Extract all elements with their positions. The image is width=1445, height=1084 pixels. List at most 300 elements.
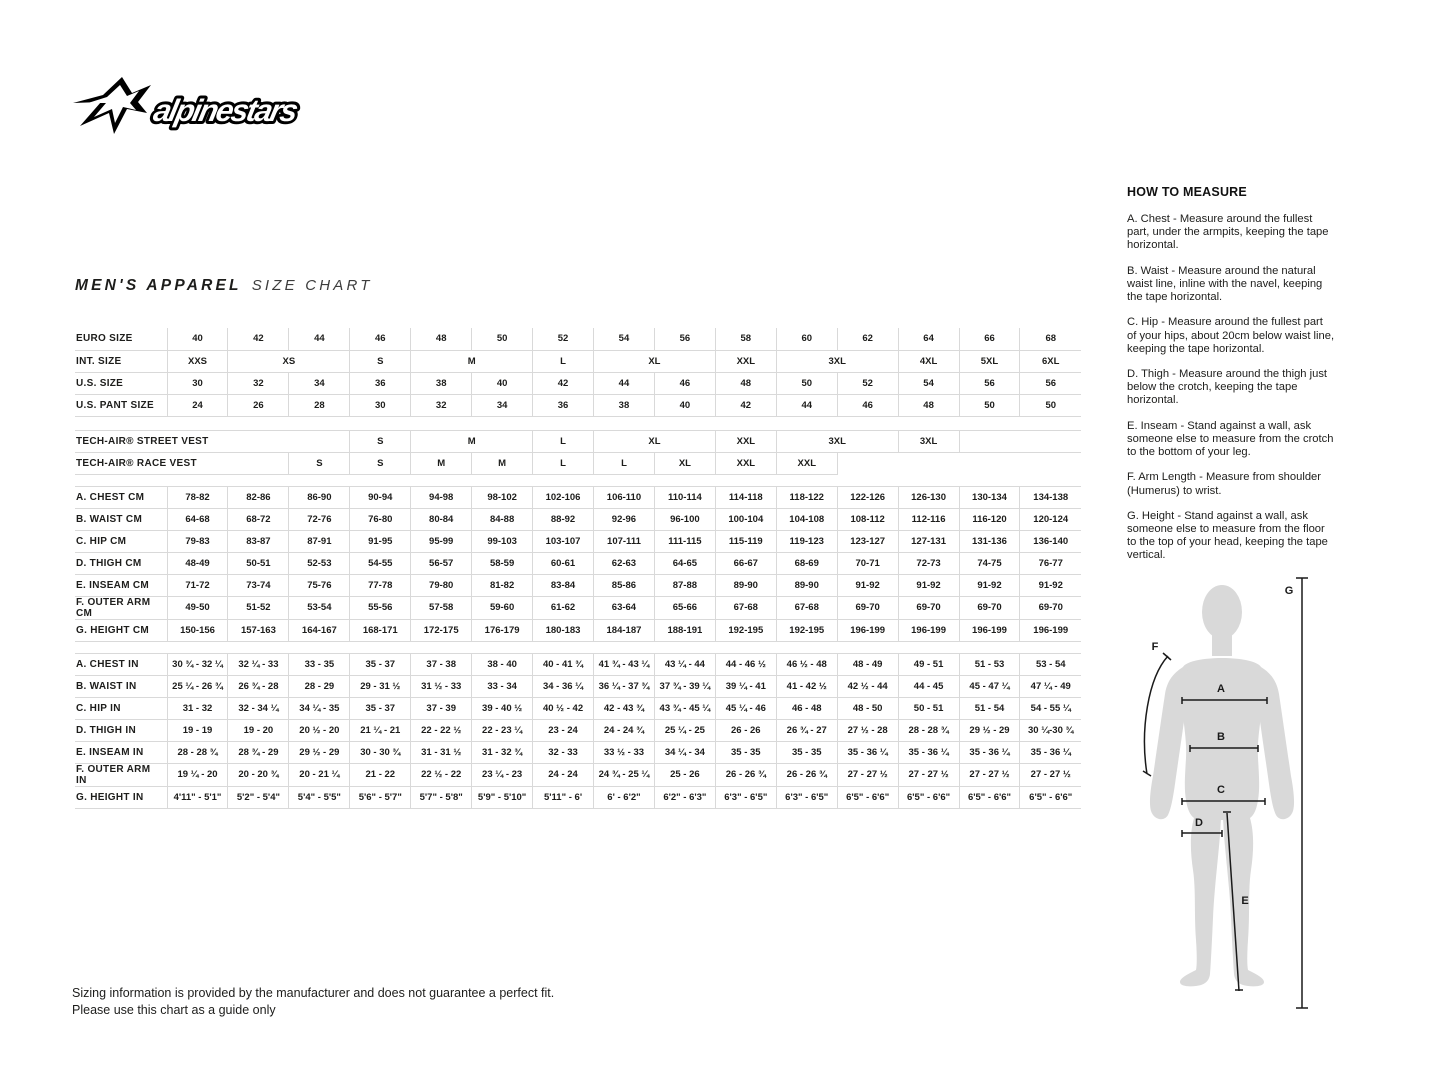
size-cell: 90-94 (350, 486, 411, 508)
size-cell: 91-92 (959, 574, 1020, 596)
size-cell: 37 - 38 (411, 653, 472, 675)
label-thigh: D (1195, 817, 1203, 829)
size-cell: 5'6" - 5'7" (350, 786, 411, 808)
size-cell: 6'5" - 6'6" (959, 786, 1020, 808)
size-cell: 5'2" - 5'4" (228, 786, 289, 808)
size-cell: 5'11" - 6' (533, 786, 594, 808)
size-cell: 51-52 (228, 596, 289, 619)
size-cell: 27 - 27 ½ (837, 763, 898, 786)
table-row (75, 741, 1081, 763)
size-cell: 102-106 (533, 486, 594, 508)
size-cell: 92-96 (594, 508, 655, 530)
alpinestars-logo (72, 76, 328, 138)
measure-instruction: F. Arm Length - Measure from shoulder (Humerus) to wrist. (1127, 471, 1321, 497)
page-title-main: MEN'S APPAREL (75, 277, 242, 294)
size-cell: 34 ¼ - 34 (654, 741, 715, 763)
size-cell: 64 (898, 328, 959, 350)
size-cell: 74-75 (959, 552, 1020, 574)
size-cell: 87-91 (289, 530, 350, 552)
measure-instruction: A. Chest - Measure around the fullest part, under the armpits, keeping the tape horizontal. (1127, 213, 1329, 252)
size-cell: 6XL (1020, 350, 1081, 372)
size-cell: S (350, 430, 411, 452)
size-cell: 31 - 32 ¾ (472, 741, 533, 763)
size-cell: 48 (411, 328, 472, 350)
table-row (75, 697, 1081, 719)
label-hip: C (1217, 784, 1225, 796)
table-row (75, 619, 1081, 641)
row-label: D. THIGH CM (75, 552, 167, 574)
size-cell: 6'5" - 6'6" (837, 786, 898, 808)
row-label: B. WAIST CM (75, 508, 167, 530)
size-cell: 56-57 (411, 552, 472, 574)
size-cell: 41 - 42 ½ (776, 675, 837, 697)
size-cell: 80-84 (411, 508, 472, 530)
size-cell: 157-163 (228, 619, 289, 641)
size-cell: XL (594, 350, 716, 372)
size-cell: 56 (654, 328, 715, 350)
size-cell: 188-191 (654, 619, 715, 641)
size-table-tech-air-vests (75, 430, 1081, 475)
disclaimer-line-2: Please use this chart as a guide only (72, 1002, 276, 1017)
disclaimer (72, 985, 554, 1019)
size-cell: 106-110 (594, 486, 655, 508)
size-cell: 31 - 31 ½ (411, 741, 472, 763)
size-cell: 63-64 (594, 596, 655, 619)
size-cell: 44 (289, 328, 350, 350)
size-cell: 107-111 (594, 530, 655, 552)
table-row (75, 786, 1081, 808)
size-cell: 55-56 (350, 596, 411, 619)
size-cell: 62 (837, 328, 898, 350)
size-cell: 42 - 43 ¾ (594, 697, 655, 719)
size-cell: 49 - 51 (898, 653, 959, 675)
label-waist: B (1217, 731, 1225, 743)
size-cell: 84-88 (472, 508, 533, 530)
size-cell: 180-183 (533, 619, 594, 641)
size-cell: 192-195 (776, 619, 837, 641)
size-cell: 88-92 (533, 508, 594, 530)
measure-instruction: G. Height - Stand against a wall, ask someone else to measure from the floor to the top of your head, keeping the tape vertical. (1127, 509, 1328, 562)
row-label: TECH-AIR® RACE VEST (75, 452, 289, 474)
size-cell: 69-70 (898, 596, 959, 619)
size-cell: 4'11" - 5'1" (167, 786, 228, 808)
size-cell: 3XL (776, 430, 898, 452)
size-cell: 46 ½ - 48 (776, 653, 837, 675)
size-cell: XXL (715, 452, 776, 474)
size-cell: 114-118 (715, 486, 776, 508)
row-label: F. OUTER ARM CM (75, 596, 167, 619)
size-cell: 35 - 36 ¼ (898, 741, 959, 763)
row-label: A. CHEST IN (75, 653, 167, 675)
table-row (75, 486, 1081, 508)
size-cell: 19 - 20 (228, 719, 289, 741)
size-cell: 21 ¼ - 21 (350, 719, 411, 741)
size-cell: 50 (776, 372, 837, 394)
size-cell: 3XL (776, 350, 898, 372)
size-cell: 44 (776, 394, 837, 416)
size-cell: 19 ¼ - 20 (167, 763, 228, 786)
table-row (75, 552, 1081, 574)
measure-instruction: B. Waist - Measure around the natural waist line, inline with the navel, keeping the tape horizontal. (1127, 264, 1323, 304)
size-cell: 118-122 (776, 486, 837, 508)
size-cell: 116-120 (959, 508, 1020, 530)
size-cell: 130-134 (959, 486, 1020, 508)
empty-cell (959, 430, 1081, 452)
size-cell: 32 - 34 ¼ (228, 697, 289, 719)
size-cell: 25 ¼ - 26 ¾ (167, 675, 228, 697)
size-cell: 45 ¼ - 46 (715, 697, 776, 719)
size-cell: 100-104 (715, 508, 776, 530)
size-cell: 35 - 36 ¼ (959, 741, 1020, 763)
size-cell: 29 ½ - 29 (289, 741, 350, 763)
size-cell: 75-76 (289, 574, 350, 596)
size-cell: 91-92 (898, 574, 959, 596)
size-cell: 62-63 (594, 552, 655, 574)
size-cell: 5XL (959, 350, 1020, 372)
size-cell: 35 - 35 (776, 741, 837, 763)
size-cell: 136-140 (1020, 530, 1081, 552)
size-cell: 28 - 28 ¾ (167, 741, 228, 763)
size-cell: 27 - 27 ½ (959, 763, 1020, 786)
size-cell: 59-60 (472, 596, 533, 619)
table-row (75, 763, 1081, 786)
size-cell: 78-82 (167, 486, 228, 508)
size-cell: L (533, 430, 594, 452)
how-to-measure-instructions (1127, 213, 1335, 563)
table-row (75, 719, 1081, 741)
size-cell: 40 (472, 372, 533, 394)
size-cell: 91-95 (350, 530, 411, 552)
size-cell: M (411, 350, 533, 372)
size-cell: 184-187 (594, 619, 655, 641)
size-cell: 71-72 (167, 574, 228, 596)
table-row (75, 328, 1081, 350)
row-label: TECH-AIR® STREET VEST (75, 430, 350, 452)
size-cell: 104-108 (776, 508, 837, 530)
size-cell: 196-199 (898, 619, 959, 641)
size-cell: 96-100 (654, 508, 715, 530)
size-cell: 34 ¼ - 35 (289, 697, 350, 719)
logo-wordmark: alpinestars (150, 93, 300, 128)
size-cell: 61-62 (533, 596, 594, 619)
size-cell: 164-167 (289, 619, 350, 641)
size-cell: 91-92 (1020, 574, 1081, 596)
size-cell: 64-65 (654, 552, 715, 574)
size-cell: 5'4" - 5'5" (289, 786, 350, 808)
table-row (75, 653, 1081, 675)
size-cell: 69-70 (959, 596, 1020, 619)
size-cell: 54-55 (350, 552, 411, 574)
size-cell: 32 - 33 (533, 741, 594, 763)
size-cell: 24 (167, 394, 228, 416)
size-cell: 81-82 (472, 574, 533, 596)
size-cell: 79-83 (167, 530, 228, 552)
table-row (75, 596, 1081, 619)
size-cell: 134-138 (1020, 486, 1081, 508)
size-cell: 30 ¾ - 32 ¼ (167, 653, 228, 675)
size-cell: 95-99 (411, 530, 472, 552)
table-row (75, 350, 1081, 372)
size-cell: 35 - 37 (350, 697, 411, 719)
size-cell: 35 - 36 ¼ (837, 741, 898, 763)
size-cell: 87-88 (654, 574, 715, 596)
size-cell: 52-53 (289, 552, 350, 574)
size-cell: 127-131 (898, 530, 959, 552)
table-row (75, 372, 1081, 394)
size-cell: 26 - 26 (715, 719, 776, 741)
size-cell: 39 - 40 ½ (472, 697, 533, 719)
size-cell: 196-199 (959, 619, 1020, 641)
size-cell: 26 (228, 394, 289, 416)
row-label: G. HEIGHT CM (75, 619, 167, 641)
size-cell: 192-195 (715, 619, 776, 641)
how-to-measure-panel (1127, 185, 1335, 575)
size-cell: 69-70 (837, 596, 898, 619)
size-cell: 24 - 24 ¾ (594, 719, 655, 741)
row-label: INT. SIZE (75, 350, 167, 372)
size-cell: 34 (472, 394, 533, 416)
label-chest: A (1217, 683, 1225, 695)
label-height: G (1284, 585, 1294, 597)
size-cell: XXL (776, 452, 837, 474)
label-inseam: E (1241, 895, 1249, 907)
size-cell: 82-86 (228, 486, 289, 508)
size-cell: 68-69 (776, 552, 837, 574)
size-cell: L (533, 452, 594, 474)
size-cell: 108-112 (837, 508, 898, 530)
size-cell: 38 - 40 (472, 653, 533, 675)
measure-instruction: D. Thigh - Measure around the thigh just below the crotch, keeping the tape horizontal. (1127, 367, 1328, 407)
size-cell: 27 - 27 ½ (1020, 763, 1081, 786)
size-cell: 56 (1020, 372, 1081, 394)
size-cell: 30 (350, 394, 411, 416)
size-cell: 76-77 (1020, 552, 1081, 574)
size-cell: 36 (350, 372, 411, 394)
empty-cell (837, 452, 1081, 474)
size-cell: 22 - 23 ¼ (472, 719, 533, 741)
height-line (1296, 578, 1308, 1008)
size-cell: 25 ¼ - 25 (654, 719, 715, 741)
size-cell: 73-74 (228, 574, 289, 596)
size-cell: XL (594, 430, 716, 452)
size-cell: 60 (776, 328, 837, 350)
size-cell: 20 - 20 ¾ (228, 763, 289, 786)
size-cell: 50-51 (228, 552, 289, 574)
size-cell: 36 ¼ - 37 ¾ (594, 675, 655, 697)
size-cell: 27 ½ - 28 (837, 719, 898, 741)
how-to-measure-heading: HOW TO MEASURE (1127, 185, 1247, 199)
size-cell: 47 ¼ - 49 (1020, 675, 1081, 697)
label-arm-length: F (1151, 641, 1159, 653)
row-label: U.S. PANT SIZE (75, 394, 167, 416)
size-cell: 51 - 54 (959, 697, 1020, 719)
size-cell: 98-102 (472, 486, 533, 508)
size-cell: 85-86 (594, 574, 655, 596)
size-cell: 38 (594, 394, 655, 416)
size-cell: 53 - 54 (1020, 653, 1081, 675)
size-cell: 26 - 26 ¾ (776, 763, 837, 786)
size-cell: 91-92 (837, 574, 898, 596)
size-cell: 67-68 (715, 596, 776, 619)
size-cell: 32 (228, 372, 289, 394)
table-row (75, 675, 1081, 697)
size-cell: 111-115 (654, 530, 715, 552)
measurement-figure (1130, 570, 1445, 1020)
size-cell: 6'3" - 6'5" (776, 786, 837, 808)
size-cell: 172-175 (411, 619, 472, 641)
size-cell: 20 ½ - 20 (289, 719, 350, 741)
size-cell: 28 - 28 ¾ (898, 719, 959, 741)
size-cell: XS (228, 350, 350, 372)
size-cell: 69-70 (1020, 596, 1081, 619)
row-label: EURO SIZE (75, 328, 167, 350)
size-cell: S (289, 452, 350, 474)
size-cell: 46 (350, 328, 411, 350)
size-cell: 50 (959, 394, 1020, 416)
size-cell: 5'9" - 5'10" (472, 786, 533, 808)
size-cell: 42 (715, 394, 776, 416)
size-cell: 31 ½ - 33 (411, 675, 472, 697)
size-cell: 54 - 55 ¼ (1020, 697, 1081, 719)
measure-instruction: E. Inseam - Stand against a wall, ask someone else to measure from the crotch to the bottom of your leg. (1127, 419, 1334, 459)
size-cell: 33 - 34 (472, 675, 533, 697)
size-cell: 20 - 21 ¼ (289, 763, 350, 786)
size-cell: 72-76 (289, 508, 350, 530)
size-cell: 28 (289, 394, 350, 416)
size-cell: 65-66 (654, 596, 715, 619)
size-cell: 86-90 (289, 486, 350, 508)
size-cell: 115-119 (715, 530, 776, 552)
size-cell: 72-73 (898, 552, 959, 574)
size-cell: 83-87 (228, 530, 289, 552)
size-cell: 25 - 26 (654, 763, 715, 786)
size-cell: 77-78 (350, 574, 411, 596)
size-cell: 44 - 46 ½ (715, 653, 776, 675)
size-cell: 21 - 22 (350, 763, 411, 786)
page-title-sub: SIZE CHART (251, 277, 373, 294)
size-cell: 79-80 (411, 574, 472, 596)
size-cell: 30 (167, 372, 228, 394)
size-cell: 42 (228, 328, 289, 350)
size-cell: 126-130 (898, 486, 959, 508)
size-cell: 150-156 (167, 619, 228, 641)
size-cell: 6'2" - 6'3" (654, 786, 715, 808)
size-cell: 58 (715, 328, 776, 350)
size-cell: 19 - 19 (167, 719, 228, 741)
size-cell: 64-68 (167, 508, 228, 530)
size-cell: 49-50 (167, 596, 228, 619)
size-table-measurements-in (75, 653, 1081, 809)
size-cell: 66-67 (715, 552, 776, 574)
size-cell: 70-71 (837, 552, 898, 574)
size-cell: 26 - 26 ¾ (715, 763, 776, 786)
size-cell: 23 - 24 (533, 719, 594, 741)
size-cell: 68-72 (228, 508, 289, 530)
size-cell: 3XL (898, 430, 959, 452)
size-cell: 6'5" - 6'6" (898, 786, 959, 808)
size-cell: 46 (837, 394, 898, 416)
size-cell: 94-98 (411, 486, 472, 508)
size-cell: L (594, 452, 655, 474)
size-cell: 122-126 (837, 486, 898, 508)
size-cell: 40 (654, 394, 715, 416)
size-cell: M (411, 430, 533, 452)
size-cell: 67-68 (776, 596, 837, 619)
row-label: E. INSEAM IN (75, 741, 167, 763)
size-cell: 28 - 29 (289, 675, 350, 697)
size-cell: 176-179 (472, 619, 533, 641)
size-cell: 35 - 36 ¼ (1020, 741, 1081, 763)
size-cell: 29 ½ - 29 (959, 719, 1020, 741)
size-cell: 24 ¾ - 25 ¼ (594, 763, 655, 786)
size-cell: 120-124 (1020, 508, 1081, 530)
size-cell: 30 - 30 ¾ (350, 741, 411, 763)
table-row (75, 452, 1081, 474)
size-cell: 123-127 (837, 530, 898, 552)
row-label: E. INSEAM CM (75, 574, 167, 596)
table-row (75, 574, 1081, 596)
size-cell: M (411, 452, 472, 474)
size-cell: 39 ¼ - 41 (715, 675, 776, 697)
size-cell: 60-61 (533, 552, 594, 574)
size-cell: 46 (654, 372, 715, 394)
size-cell: 57-58 (411, 596, 472, 619)
size-cell: 52 (533, 328, 594, 350)
size-cell: 26 ¾ - 28 (228, 675, 289, 697)
size-cell: 6'5" - 6'6" (1020, 786, 1081, 808)
size-cell: 34 (289, 372, 350, 394)
size-cell: 48 (898, 394, 959, 416)
size-cell: 4XL (898, 350, 959, 372)
size-cell: 53-54 (289, 596, 350, 619)
row-label: C. HIP CM (75, 530, 167, 552)
size-cell: 24 - 24 (533, 763, 594, 786)
size-cell: 35 - 35 (715, 741, 776, 763)
row-label: D. THIGH IN (75, 719, 167, 741)
size-cell: 40 (167, 328, 228, 350)
row-label: F. OUTER ARM IN (75, 763, 167, 786)
size-cell: 89-90 (715, 574, 776, 596)
size-cell: 23 ¼ - 23 (472, 763, 533, 786)
size-cell: 54 (594, 328, 655, 350)
size-cell: 44 - 45 (898, 675, 959, 697)
row-label: B. WAIST IN (75, 675, 167, 697)
size-cell: 36 (533, 394, 594, 416)
size-cell: 110-114 (654, 486, 715, 508)
size-cell: 41 ¾ - 43 ¼ (594, 653, 655, 675)
table-row (75, 394, 1081, 416)
size-cell: 52 (837, 372, 898, 394)
size-cell: S (350, 350, 411, 372)
size-cell: 56 (959, 372, 1020, 394)
size-cell: 44 (594, 372, 655, 394)
size-cell: 42 (533, 372, 594, 394)
size-cell: 38 (411, 372, 472, 394)
size-cell: 196-199 (837, 619, 898, 641)
row-label: A. CHEST CM (75, 486, 167, 508)
size-cell: 26 ¾ - 27 (776, 719, 837, 741)
table-row (75, 530, 1081, 552)
size-cell: 5'7" - 5'8" (411, 786, 472, 808)
size-cell: 6'3" - 6'5" (715, 786, 776, 808)
size-cell: 29 - 31 ½ (350, 675, 411, 697)
size-cell: 33 ½ - 33 (594, 741, 655, 763)
table-row (75, 508, 1081, 530)
size-cell: 22 - 22 ½ (411, 719, 472, 741)
size-cell: 43 ¼ - 44 (654, 653, 715, 675)
size-cell: 89-90 (776, 574, 837, 596)
size-cell: 46 - 48 (776, 697, 837, 719)
